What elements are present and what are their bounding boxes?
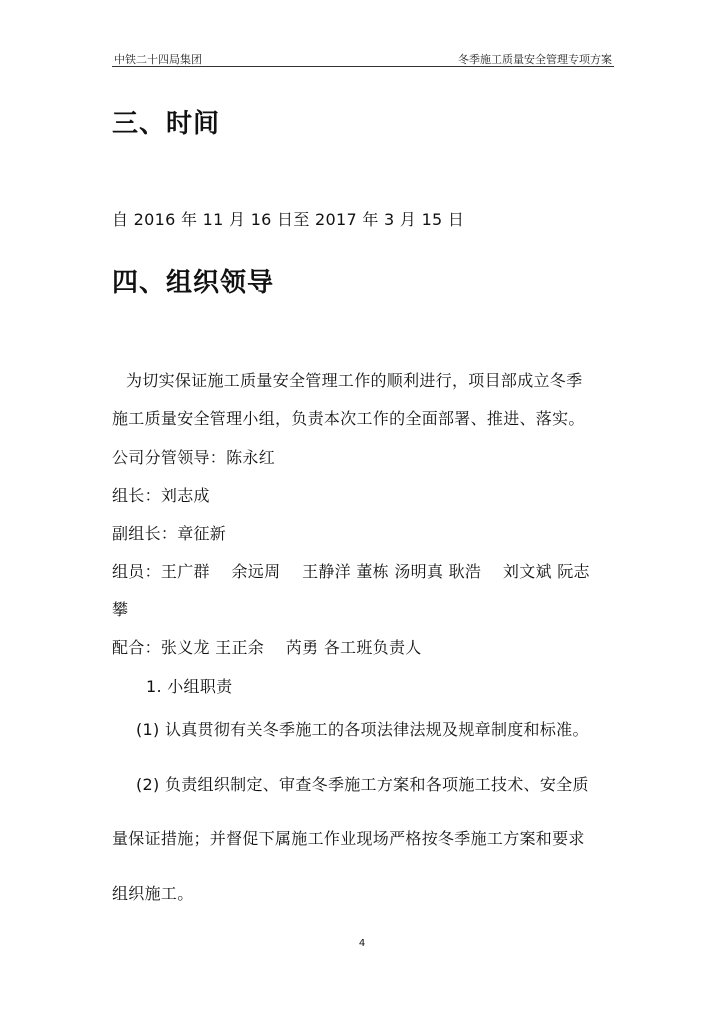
duty-2-line-3: 组织施工。 [112,884,194,903]
intro-paragraph-line-2: 施工质量安全管理小组，负责本次工作的全面部署、推进、落实。 [112,409,585,428]
duty-1: (1) 认真贯彻有关冬季施工的各项法律法规及规章制度和标准。 [136,720,589,739]
section-3-time-range: 自 2016 年 11 月 16 日至 2017 年 3 月 15 日 [112,210,465,229]
team-leader: 组长：刘志成 [112,486,210,505]
section-4-heading: 四、组织领导 [112,268,275,298]
intro-paragraph-line-1: 为切实保证施工质量安全管理工作的顺利进行，项目部成立冬季 [126,371,583,390]
item-1-heading: 1. 小组职责 [146,677,233,696]
header-company: 中铁二十四局集团 [114,53,202,66]
duty-2-line-2: 量保证措施；并督促下属施工作业现场严格按冬季施工方案和要求 [112,829,585,848]
members-line-2: 攀 [112,600,129,619]
cooperation: 配合：张义龙 王正余 芮勇 各工班负责人 [112,638,422,657]
members-line-1: 组员：王广群 余远周 王静洋 董栋 汤明真 耿浩 刘文斌 阮志 [112,562,590,581]
page-number: 4 [358,938,366,949]
section-3-heading: 三、时间 [112,109,221,139]
company-leader: 公司分管领导：陈永红 [112,448,276,467]
duty-2-line-1: (2) 负责组织制定、审查冬季施工方案和各项施工技术、安全质 [136,775,589,794]
page-header [112,50,614,67]
header-doc-title: 冬季施工质量安全管理专项方案 [458,53,612,66]
deputy-leader: 副组长：章征新 [112,524,227,543]
